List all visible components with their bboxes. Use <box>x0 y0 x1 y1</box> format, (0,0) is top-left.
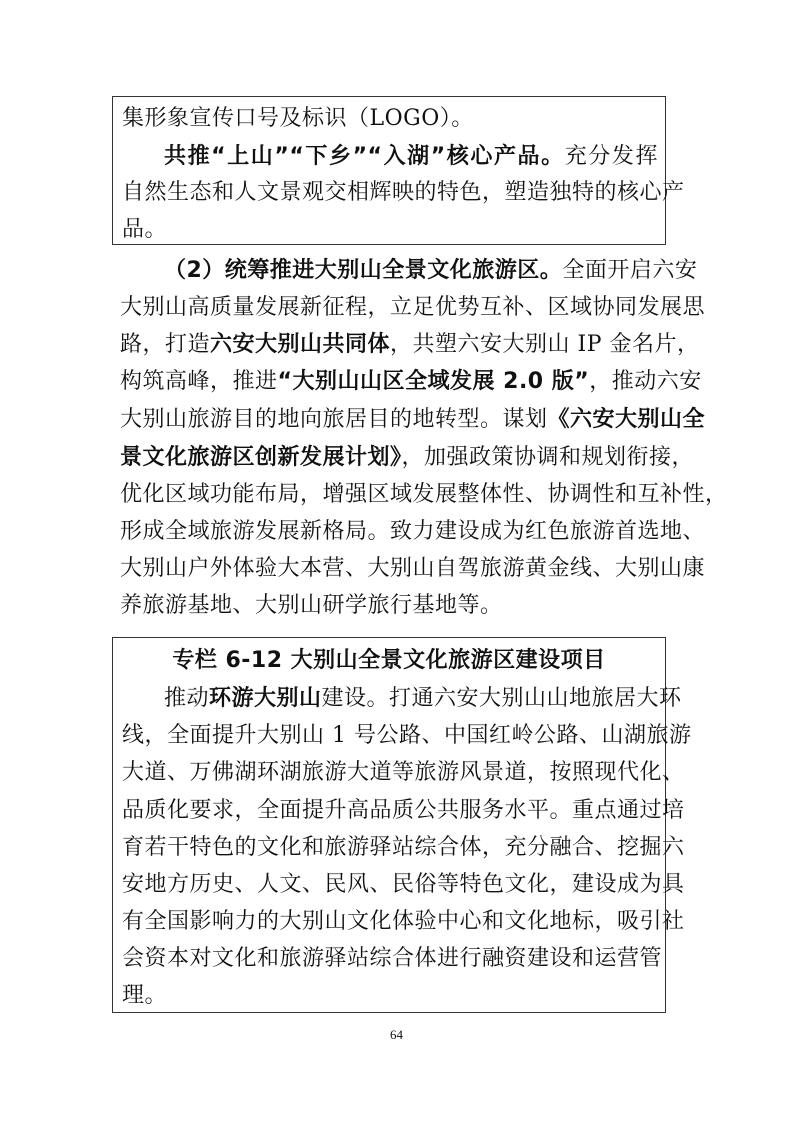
body-line-5: 大别山旅游目的地向旅居目的地转型。谋划《六安大别山全 <box>120 407 706 432</box>
box2-line-3: 大道、万佛湖环湖旅游大道等旅游风景道，按照现代化、 <box>122 760 685 785</box>
box2-line-7: 有全国影响力的大别山文化体验中心和文化地标，吸引社 <box>122 909 685 934</box>
body-line-8: 形成全域旅游发展新格局。致力建设成为红色旅游首选地、 <box>120 519 706 544</box>
body-line-4: 构筑高峰，推进“大别山山区全域发展 2.0 版”，推动六安 <box>120 369 702 394</box>
body-line-3: 路，打造六安大别山共同体，共塑六安大别山 IP 金名片， <box>120 332 700 357</box>
box2-line-1: 推动环游大别山建设。打通六安大别山山地旅居大环 <box>164 686 682 711</box>
box2-line-4: 品质化要求，全面提升高品质公共服务水平。重点通过培 <box>122 798 685 823</box>
box2-line-2: 线，全面提升大别山 1 号公路、中国红岭公路、山湖旅游 <box>122 723 692 748</box>
box2-line-8: 会资本对文化和旅游驿站综合体进行融资建设和运营管 <box>122 946 663 971</box>
box2-line-6: 安地方历史、人文、民风、民俗等特色文化，建设成为具 <box>122 872 685 897</box>
box2-line-5: 育若干特色的文化和旅游驿站综合体，充分融合、挖掘六 <box>122 835 685 860</box>
body-line-1: （2）统筹推进大别山全景文化旅游区。全面开启六安 <box>164 258 698 283</box>
box1-line-2: 共推“上山”“下乡”“入湖”核心产品。充分发挥 <box>164 144 658 169</box>
body-line-9: 大别山户外体验大本营、大别山自驾旅游黄金线、大别山康 <box>120 556 706 581</box>
body-line-6: 景文化旅游区创新发展计划》，加强政策协调和规划衔接， <box>120 445 695 470</box>
box2-title: 专栏 6-12 大别山全景文化旅游区建设项目 <box>172 648 606 673</box>
body-line-7: 优化区域功能布局，增强区域发展整体性、协调性和互补性， <box>120 482 728 507</box>
page-number: 64 <box>390 1027 403 1042</box>
box1-line-1: 集形象宣传口号及标识（LOGO）。 <box>122 106 474 131</box>
box1-line-3: 自然生态和人文景观交相辉映的特色，塑造独特的核心产 <box>122 180 685 205</box>
box2-line-9: 理。 <box>122 983 168 1008</box>
body-line-2: 大别山高质量发展新征程，立足优势互补、区域协同发展思 <box>120 295 706 320</box>
box1-line-4: 品。 <box>122 217 168 242</box>
body-line-10: 养旅游基地、大别山研学旅行基地等。 <box>120 593 503 618</box>
